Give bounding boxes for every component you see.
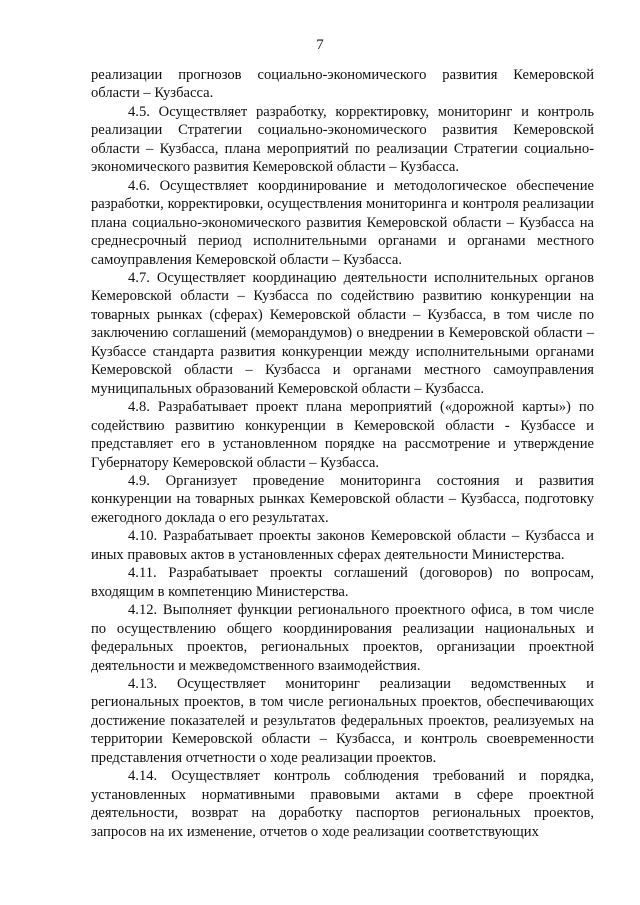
paragraph-4-14: 4.14. Осуществляет контроль соблюдения требований и порядка, установленных нормативными правовыми актами в сфере проектной деятельности, возврат на доработку паспортов региональных проектов, запросов на их изменение, отчетов о ходе реализации соответствующих — [91, 768, 594, 840]
paragraph-4-8: 4.8. Разрабатывает проект плана мероприятий («дорожной карты») по содействию развитию конкуренции в Кемеровской области - Кузбассе и представляет его в установленном порядке на рассмотрение и утверждение Губернатору Кемеровской области – Кузбасса. — [91, 399, 594, 471]
document-body — [91, 66, 594, 841]
paragraph-4-6: 4.6. Осуществляет координирование и методологическое обеспечение разработки, корректировки, осуществления мониторинга и контроля реализации плана социально-экономического развития Кемеровской области – Кузбасса на среднесрочный период исполнительными органами и органами местного самоуправления Кемеровской области – Кузбасса. — [91, 177, 594, 268]
page-number: 7 — [316, 37, 324, 53]
paragraph-4-11: 4.11. Разрабатывает проекты соглашений (договоров) по вопросам, входящим в компетенцию Министерства. — [91, 565, 594, 600]
paragraph-4-12: 4.12. Выполняет функции регионального проектного офиса, в том числе по осуществлению общего координирования реализации национальных и федеральных проектов, региональных проектов, организации проектной деятельности и межведомственного взаимодействия. — [91, 602, 594, 674]
paragraph-continuation: реализации прогнозов социально-экономического развития Кемеровской области – Кузбасса. — [91, 67, 594, 102]
paragraph-4-7: 4.7. Осуществляет координацию деятельности исполнительных органов Кемеровской области – Кузбасса по содействию развитию конкуренции на товарных рынках (сферах) Кемеровской области – Кузбасса, в том числе по заключению соглашений (меморандумов) о внедрении в Кемеровской области – Кузбассе стандарта развития конкуренции между исполнительными органами Кемеровской области – Кузбасса и органами местного самоуправления муниципальных образований Кемеровской области – Кузбасса. — [91, 269, 594, 397]
paragraph-4-13: 4.13. Осуществляет мониторинг реализации ведомственных и региональных проектов, в том числе региональных проектов, обеспечивающих достижение показателей и результатов федеральных проектов, реализуемых на территории Кемеровской области – Кузбасса, и контроль своевременности представления отчетности о ходе реализации проектов. — [91, 675, 594, 766]
paragraph-4-9: 4.9. Организует проведение мониторинга состояния и развития конкуренции на товарных рынках Кемеровской области – Кузбасса, подготовку ежегодного доклада о его результатах. — [91, 472, 594, 526]
paragraph-4-5: 4.5. Осуществляет разработку, корректировку, мониторинг и контроль реализации Стратегии социально-экономического развития Кемеровской области – Кузбасса, плана мероприятий по реализации Стратегии социально-экономического развития Кемеровской области – Кузбасса. — [91, 103, 594, 176]
paragraph-4-10: 4.10. Разрабатывает проекты законов Кемеровской области – Кузбасса и иных правовых актов в установленных сферах деятельности Министерства. — [91, 528, 594, 563]
